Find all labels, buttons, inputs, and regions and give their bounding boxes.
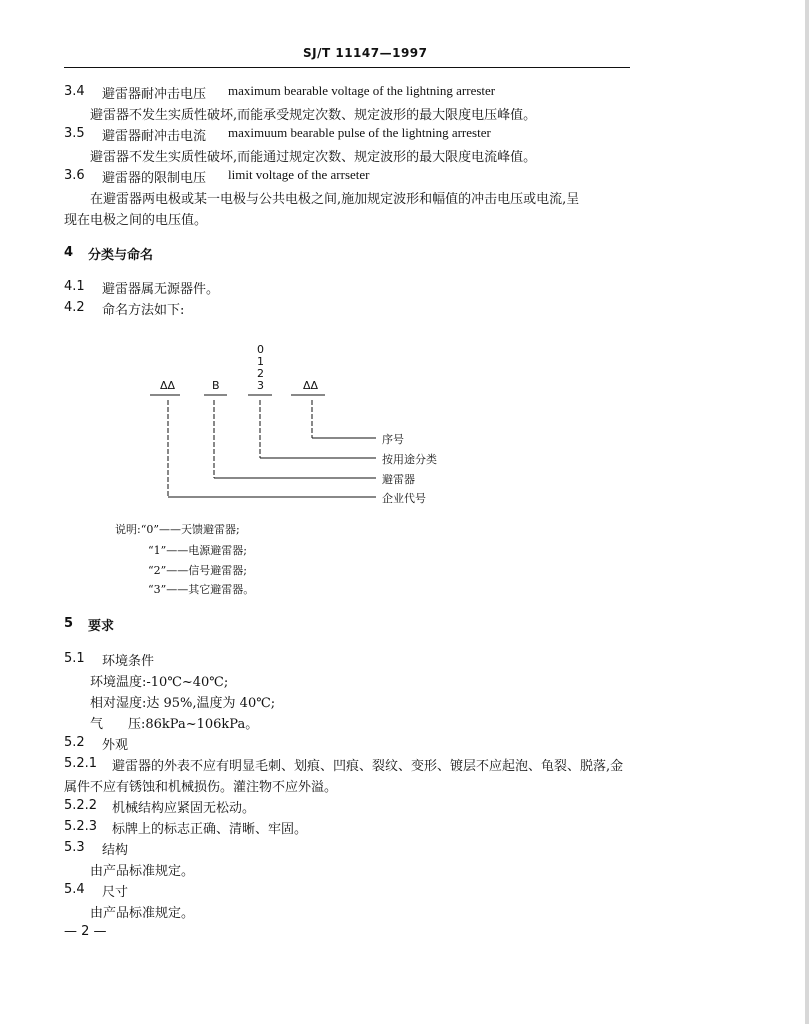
part-company-code: ΔΔ	[160, 379, 176, 392]
section-3-5-number: 3.5	[64, 126, 85, 141]
section-5-4-title: 尺寸	[102, 885, 129, 900]
section-3-6-body-line2: 现在电极之间的电压值。	[64, 213, 208, 228]
note-line-1: “1”——电源避雷器;	[148, 544, 247, 557]
section-3-6-body-line1: 在避雷器两电极或某一电极与公共电极之间,施加规定波形和幅值的冲击电压或电流,呈	[90, 192, 580, 207]
env-pressure-label: 气	[90, 717, 104, 732]
part-serial: ΔΔ	[303, 379, 319, 392]
section-3-5-title-cn: 避雷器耐冲击电流	[102, 129, 207, 144]
env-temperature: 环境温度:-10℃~40℃;	[90, 675, 229, 690]
section-3-6-title-cn: 避雷器的限制电压	[102, 171, 207, 186]
section-4-1-number: 4.1	[64, 279, 85, 294]
section-5-4-body: 由产品标准规定。	[90, 906, 195, 921]
section-5-2-number: 5.2	[64, 735, 85, 750]
part-arrester-letter: B	[212, 379, 220, 392]
section-5-2-1-line1: 避雷器的外表不应有明显毛刺、划痕、凹痕、裂纹、变形、镀层不应起泡、龟裂、脱落,金	[112, 759, 624, 774]
section-5-2-3-text: 标牌上的标志正确、清晰、牢固。	[112, 822, 308, 837]
section-3-6-number: 3.6	[64, 168, 85, 183]
section-5-2-3-number: 5.2.3	[64, 819, 98, 834]
note-line-3: “3”——其它避雷器。	[148, 583, 255, 596]
section-3-4-number: 3.4	[64, 84, 85, 99]
label-arrester: 避雷器	[382, 473, 415, 486]
header-doc-code: SJ/T 11147—1997	[303, 46, 428, 60]
section-5-2-1-line2: 属件不应有锈蚀和机械损伤。灌注物不应外溢。	[64, 780, 338, 795]
section-5-title: 要求	[88, 619, 115, 634]
section-3-5-title-en: maximuum bearable pulse of the lightning arrester	[228, 125, 491, 140]
section-5-2-2-text: 机械结构应紧固无松动。	[112, 801, 256, 816]
code-0: 0	[257, 343, 264, 356]
env-humidity: 相对湿度:达 95%,温度为 40℃;	[90, 696, 276, 711]
section-5-2-2-number: 5.2.2	[64, 798, 98, 813]
page-number: — 2 —	[64, 924, 107, 939]
section-5-3-title: 结构	[102, 843, 129, 858]
section-3-4-title-en: maximum bearable voltage of the lightning arrester	[228, 83, 496, 98]
note-line-0: 说明:“0”——天馈避雷器;	[115, 523, 240, 536]
section-3-5-body: 避雷器不发生实质性破坏,而能通过规定次数、规定波形的最大限度电流峰值。	[90, 150, 537, 165]
label-usage: 按用途分类	[382, 453, 437, 466]
section-4-title: 分类与命名	[88, 248, 154, 263]
section-5-1-title: 环境条件	[102, 654, 155, 669]
section-3-4-title-cn: 避雷器耐冲击电压	[102, 87, 207, 102]
env-pressure: 压:86kPa~106kPa。	[128, 717, 259, 732]
section-4-1-text: 避雷器属无源器件。	[102, 282, 220, 297]
section-5-2-1-number: 5.2.1	[64, 756, 98, 771]
label-company-code: 企业代号	[382, 492, 426, 505]
section-4-number: 4	[64, 245, 74, 260]
note-line-2: “2”——信号避雷器;	[148, 564, 247, 577]
section-5-2-title: 外观	[102, 738, 129, 753]
label-serial: 序号	[382, 433, 404, 446]
section-5-1-number: 5.1	[64, 651, 85, 666]
section-5-3-body: 由产品标准规定。	[90, 864, 195, 879]
code-2: 2	[257, 367, 264, 380]
section-5-number: 5	[64, 616, 74, 631]
section-4-2-number: 4.2	[64, 300, 85, 315]
section-4-2-text: 命名方法如下:	[102, 303, 185, 318]
section-5-4-number: 5.4	[64, 882, 85, 897]
code-1: 1	[257, 355, 264, 368]
code-3: 3	[257, 379, 264, 392]
section-5-3-number: 5.3	[64, 840, 85, 855]
section-3-4-body: 避雷器不发生实质性破坏,而能承受规定次数、规定波形的最大限度电压峰值。	[90, 108, 537, 123]
section-3-6-title-en: limit voltage of the arrseter	[228, 167, 370, 182]
